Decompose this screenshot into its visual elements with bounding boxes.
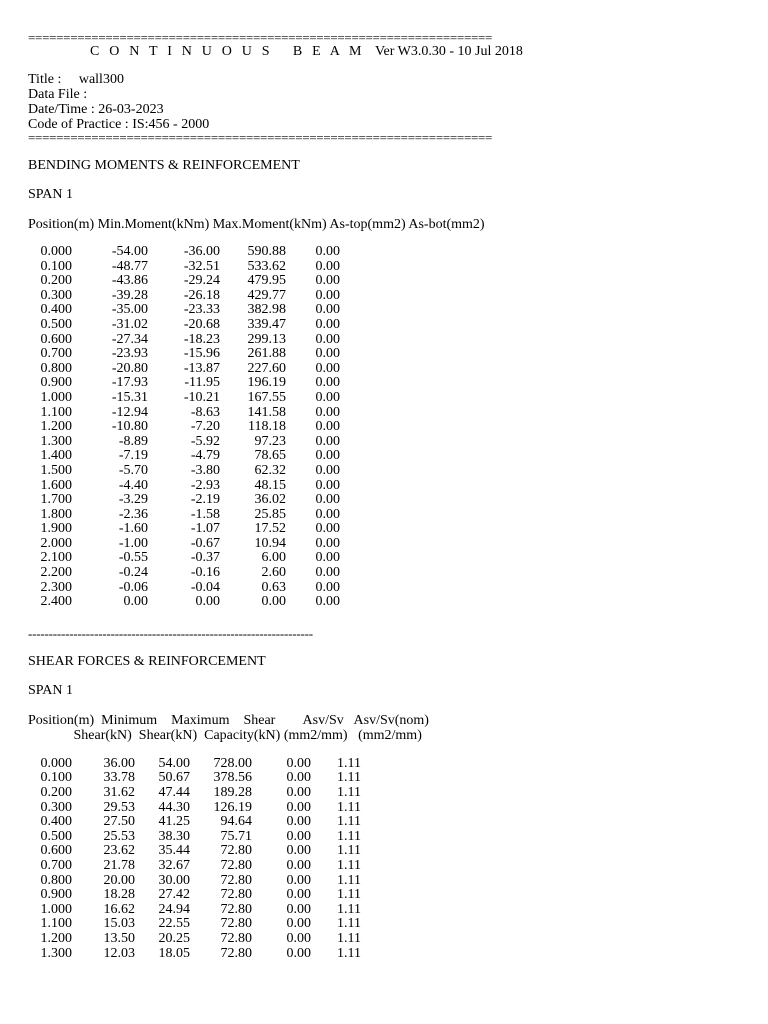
table-cell: -13.87 bbox=[183, 360, 220, 376]
table-cell: 72.80 bbox=[220, 930, 252, 946]
col-position: Position(m) bbox=[28, 217, 95, 232]
table-row bbox=[28, 917, 361, 932]
table-cell: 1.11 bbox=[337, 799, 361, 815]
table-cell: 0.300 bbox=[40, 287, 72, 303]
table-cell: 1.500 bbox=[40, 462, 72, 478]
table-cell: -0.06 bbox=[118, 579, 148, 595]
col-as-top: As-top(mm2) bbox=[329, 217, 406, 232]
table-cell: 0.800 bbox=[40, 360, 72, 376]
table-row bbox=[28, 581, 340, 596]
table-cell: 590.88 bbox=[247, 244, 286, 259]
table-cell: 0.00 bbox=[315, 258, 340, 274]
table-cell: 97.23 bbox=[254, 433, 286, 449]
table-cell: 0.400 bbox=[40, 302, 72, 318]
table-cell: 0.00 bbox=[315, 565, 340, 581]
table-row bbox=[28, 595, 340, 610]
table-cell: 0.400 bbox=[40, 814, 72, 830]
table-cell: 2.300 bbox=[40, 579, 72, 595]
table-cell: 0.00 bbox=[315, 346, 340, 362]
table-cell: 2.400 bbox=[40, 594, 72, 610]
table-cell: 2.200 bbox=[40, 565, 72, 581]
table-cell: 0.600 bbox=[40, 843, 72, 859]
table-row bbox=[28, 435, 340, 450]
table-cell: 1.11 bbox=[337, 916, 361, 932]
table-cell: 23.62 bbox=[103, 843, 135, 859]
title-row bbox=[28, 72, 648, 87]
table-cell: -7.20 bbox=[190, 419, 220, 435]
table-cell: 196.19 bbox=[247, 375, 286, 391]
table-cell: 32.67 bbox=[158, 858, 190, 873]
table-cell: 1.11 bbox=[337, 872, 361, 888]
table-row bbox=[28, 815, 361, 830]
code-row bbox=[28, 117, 648, 132]
table-cell: -2.36 bbox=[118, 506, 148, 522]
bottom-rule: ================================================================== bbox=[28, 132, 493, 144]
table-cell: -15.31 bbox=[111, 389, 148, 405]
table-cell: -0.24 bbox=[118, 565, 148, 581]
table-cell: -17.93 bbox=[111, 375, 148, 391]
table-cell: 118.18 bbox=[248, 419, 286, 435]
table-cell: 1.800 bbox=[40, 506, 72, 522]
table-row bbox=[28, 903, 361, 918]
table-cell: 0.00 bbox=[315, 375, 340, 391]
table-cell: 35.44 bbox=[158, 843, 190, 859]
table-cell: 72.80 bbox=[220, 887, 252, 903]
table-cell: 0.800 bbox=[40, 872, 72, 888]
table-cell: 1.000 bbox=[40, 901, 72, 917]
table-cell: 2.100 bbox=[40, 550, 72, 566]
table-row bbox=[28, 245, 340, 260]
table-cell: 1.400 bbox=[40, 448, 72, 464]
table-cell: -11.95 bbox=[184, 375, 220, 391]
table-cell: -27.34 bbox=[111, 331, 148, 347]
table-cell: 0.00 bbox=[123, 594, 148, 610]
table-cell: 1.11 bbox=[337, 887, 361, 903]
table-cell: 1.11 bbox=[337, 901, 361, 917]
table-cell: -0.37 bbox=[190, 550, 220, 566]
datetime-value: 26-03-2023 bbox=[98, 102, 164, 117]
table-cell: 0.00 bbox=[286, 755, 311, 771]
table-row bbox=[28, 362, 340, 377]
table-row bbox=[28, 508, 340, 523]
table-cell: 141.58 bbox=[247, 404, 286, 420]
datafile-row bbox=[28, 87, 648, 102]
table-cell: 0.00 bbox=[315, 360, 340, 376]
table-cell: 94.64 bbox=[220, 814, 252, 830]
table-cell: 0.00 bbox=[286, 887, 311, 903]
table-row bbox=[28, 347, 340, 362]
table-row bbox=[28, 376, 340, 391]
table-row bbox=[28, 859, 361, 874]
table-cell: -10.80 bbox=[111, 419, 148, 435]
table-cell: 20.25 bbox=[158, 930, 190, 946]
table-cell: 0.300 bbox=[40, 799, 72, 815]
table-cell: -4.40 bbox=[118, 477, 148, 493]
table-cell: 0.900 bbox=[40, 887, 72, 903]
table-cell: -2.93 bbox=[190, 477, 220, 493]
table-cell: -15.96 bbox=[183, 346, 220, 362]
table-cell: 0.200 bbox=[40, 785, 72, 801]
table-row bbox=[28, 566, 340, 581]
table-row bbox=[28, 449, 340, 464]
bending-column-headers bbox=[28, 217, 648, 232]
table-row bbox=[28, 771, 361, 786]
code-label: Code of Practice : bbox=[28, 117, 129, 132]
table-row bbox=[28, 947, 361, 962]
table-cell: 0.00 bbox=[315, 389, 340, 405]
table-cell: -35.00 bbox=[111, 302, 148, 318]
bending-heading: BENDING MOMENTS & REINFORCEMENT bbox=[28, 158, 300, 173]
table-cell: 2.000 bbox=[40, 535, 72, 551]
table-cell: 1.900 bbox=[40, 521, 72, 537]
table-cell: 10.94 bbox=[254, 535, 286, 551]
table-cell: 0.63 bbox=[261, 579, 286, 595]
table-row bbox=[28, 274, 340, 289]
table-cell: 728.00 bbox=[213, 755, 252, 771]
table-cell: -1.07 bbox=[190, 521, 220, 537]
table-cell: 27.50 bbox=[103, 814, 135, 830]
report-meta bbox=[28, 72, 648, 132]
table-cell: 0.200 bbox=[40, 273, 72, 289]
table-cell: -18.23 bbox=[183, 331, 220, 347]
table-cell: 1.200 bbox=[40, 930, 72, 946]
table-cell: 1.600 bbox=[40, 477, 72, 493]
table-cell: 0.00 bbox=[315, 579, 340, 595]
table-row bbox=[28, 289, 340, 304]
table-cell: 17.52 bbox=[254, 521, 286, 537]
table-cell: 1.11 bbox=[337, 770, 361, 786]
table-row bbox=[28, 888, 361, 903]
table-cell: 0.00 bbox=[286, 770, 311, 786]
table-cell: -5.70 bbox=[118, 462, 148, 478]
table-row bbox=[28, 537, 340, 552]
title-value: wall300 bbox=[78, 72, 124, 87]
table-cell: 0.00 bbox=[286, 799, 311, 815]
table-cell: 0.00 bbox=[315, 462, 340, 478]
table-cell: 24.94 bbox=[158, 901, 190, 917]
table-cell: 227.60 bbox=[247, 360, 286, 376]
code-value: IS:456 - 2000 bbox=[132, 117, 210, 132]
table-cell: 0.00 bbox=[315, 594, 340, 610]
table-cell: 0.00 bbox=[315, 287, 340, 303]
table-cell: -1.58 bbox=[190, 506, 220, 522]
table-row bbox=[28, 522, 340, 537]
table-cell: 0.00 bbox=[286, 858, 311, 873]
table-row bbox=[28, 844, 361, 859]
datetime-row bbox=[28, 102, 648, 117]
table-cell: 0.00 bbox=[315, 316, 340, 332]
table-row bbox=[28, 406, 340, 421]
table-cell: 0.00 bbox=[315, 477, 340, 493]
table-cell: 1.11 bbox=[337, 785, 361, 801]
title-label: Title : bbox=[28, 72, 62, 87]
table-cell: 18.05 bbox=[158, 945, 190, 961]
program-name: C O N T I N U O U S B E A M bbox=[90, 44, 365, 59]
table-cell: 0.00 bbox=[286, 901, 311, 917]
table-cell: 189.28 bbox=[213, 785, 252, 801]
table-cell: 1.100 bbox=[40, 404, 72, 420]
table-cell: 72.80 bbox=[220, 843, 252, 859]
table-cell: 33.78 bbox=[103, 770, 135, 786]
table-cell: 1.11 bbox=[337, 930, 361, 946]
table-cell: 0.100 bbox=[40, 258, 72, 274]
table-cell: 1.000 bbox=[40, 389, 72, 405]
table-cell: 72.80 bbox=[220, 901, 252, 917]
table-cell: 0.00 bbox=[315, 448, 340, 464]
table-cell: 2.60 bbox=[261, 565, 286, 581]
table-cell: 6.00 bbox=[261, 550, 286, 566]
table-cell: -39.28 bbox=[111, 287, 148, 303]
table-cell: 0.700 bbox=[40, 346, 72, 362]
table-cell: 0.00 bbox=[315, 273, 340, 289]
table-cell: 0.00 bbox=[315, 419, 340, 435]
table-row bbox=[28, 420, 340, 435]
table-cell: 44.30 bbox=[158, 799, 190, 815]
table-cell: 126.19 bbox=[213, 799, 252, 815]
table-cell: 16.62 bbox=[103, 901, 135, 917]
table-cell: -0.16 bbox=[190, 565, 220, 581]
table-cell: 36.02 bbox=[254, 492, 286, 508]
table-cell: 0.00 bbox=[286, 785, 311, 801]
table-cell: 378.56 bbox=[213, 770, 252, 786]
table-cell: -31.02 bbox=[111, 316, 148, 332]
table-cell: 41.25 bbox=[158, 814, 190, 830]
table-cell: 62.32 bbox=[254, 462, 286, 478]
table-cell: 72.80 bbox=[220, 858, 252, 873]
table-cell: -20.68 bbox=[183, 316, 220, 332]
table-cell: -23.33 bbox=[183, 302, 220, 318]
table-cell: 22.55 bbox=[158, 916, 190, 932]
table-cell: 0.00 bbox=[286, 930, 311, 946]
table-row bbox=[28, 786, 361, 801]
table-cell: 75.71 bbox=[220, 828, 252, 844]
table-cell: -54.00 bbox=[111, 244, 148, 259]
table-row bbox=[28, 303, 340, 318]
bending-table bbox=[28, 245, 340, 610]
table-cell: -0.67 bbox=[190, 535, 220, 551]
table-cell: 72.80 bbox=[220, 872, 252, 888]
table-cell: 18.28 bbox=[103, 887, 135, 903]
table-cell: 533.62 bbox=[247, 258, 286, 274]
table-cell: -0.04 bbox=[190, 579, 220, 595]
table-cell: 1.11 bbox=[337, 843, 361, 859]
table-cell: 27.42 bbox=[158, 887, 190, 903]
table-cell: 54.00 bbox=[158, 755, 190, 771]
table-cell: 20.00 bbox=[103, 872, 135, 888]
shear-span: SPAN 1 bbox=[28, 682, 74, 698]
table-cell: 1.300 bbox=[40, 433, 72, 449]
table-cell: 25.53 bbox=[103, 828, 135, 844]
table-cell: 47.44 bbox=[158, 785, 190, 801]
table-row bbox=[28, 874, 361, 889]
table-cell: -12.94 bbox=[111, 404, 148, 420]
table-cell: 0.00 bbox=[315, 404, 340, 420]
table-cell: 0.900 bbox=[40, 375, 72, 391]
table-cell: 1.11 bbox=[337, 755, 361, 771]
table-cell: -8.63 bbox=[190, 404, 220, 420]
table-cell: 0.00 bbox=[315, 492, 340, 508]
table-cell: 167.55 bbox=[247, 389, 286, 405]
table-cell: 1.200 bbox=[40, 419, 72, 435]
table-cell: 25.85 bbox=[254, 506, 286, 522]
table-cell: 0.00 bbox=[315, 433, 340, 449]
table-cell: 0.600 bbox=[40, 331, 72, 347]
shear-header-line1: Position(m) Minimum Maximum Shear Asv/Sv Asv/Sv(nom) bbox=[28, 712, 429, 728]
table-cell: 0.000 bbox=[40, 755, 72, 771]
table-cell: 0.100 bbox=[40, 770, 72, 786]
table-cell: 1.11 bbox=[337, 945, 361, 961]
shear-header-line2: Shear(kN) Shear(kN) Capacity(kN) (mm2/mm) (mm2/mm) bbox=[28, 727, 422, 743]
col-as-bot: As-bot(mm2) bbox=[408, 217, 485, 232]
col-max-moment: Max.Moment(kNm) bbox=[212, 217, 327, 232]
table-cell: -2.19 bbox=[190, 492, 220, 508]
datafile-label: Data File : bbox=[28, 87, 88, 102]
table-cell: 12.03 bbox=[103, 945, 135, 961]
table-cell: -32.51 bbox=[183, 258, 220, 274]
table-cell: 0.00 bbox=[315, 302, 340, 318]
table-cell: 261.88 bbox=[247, 346, 286, 362]
table-cell: 1.100 bbox=[40, 916, 72, 932]
table-cell: 48.15 bbox=[254, 477, 286, 493]
table-cell: -3.80 bbox=[190, 462, 220, 478]
report-page bbox=[28, 32, 648, 961]
table-cell: 0.00 bbox=[286, 814, 311, 830]
table-cell: 1.700 bbox=[40, 492, 72, 508]
table-cell: 0.00 bbox=[315, 331, 340, 347]
table-cell: -5.92 bbox=[190, 433, 220, 449]
table-cell: -1.60 bbox=[118, 521, 148, 537]
table-cell: 0.00 bbox=[261, 594, 286, 610]
shear-heading: SHEAR FORCES & REINFORCEMENT bbox=[28, 653, 266, 669]
table-cell: 0.00 bbox=[315, 521, 340, 537]
table-row bbox=[28, 260, 340, 275]
table-cell: 0.500 bbox=[40, 316, 72, 332]
table-row bbox=[28, 551, 340, 566]
table-row bbox=[28, 391, 340, 406]
section-separator: --------------------------------------------------------------------- bbox=[28, 627, 313, 640]
table-cell: 1.300 bbox=[40, 945, 72, 961]
table-cell: 1.11 bbox=[337, 814, 361, 830]
table-cell: -23.93 bbox=[111, 346, 148, 362]
table-row bbox=[28, 479, 340, 494]
table-cell: 0.00 bbox=[286, 872, 311, 888]
table-cell: 0.00 bbox=[315, 535, 340, 551]
table-cell: 13.50 bbox=[103, 930, 135, 946]
shear-table bbox=[28, 757, 361, 961]
table-row bbox=[28, 932, 361, 947]
table-cell: -26.18 bbox=[183, 287, 220, 303]
table-cell: 15.03 bbox=[103, 916, 135, 932]
table-cell: -20.80 bbox=[111, 360, 148, 376]
table-cell: 0.00 bbox=[315, 550, 340, 566]
table-cell: -36.00 bbox=[183, 244, 220, 259]
table-cell: 36.00 bbox=[103, 755, 135, 771]
table-cell: -29.24 bbox=[183, 273, 220, 289]
table-cell: 0.00 bbox=[315, 506, 340, 522]
table-cell: 0.00 bbox=[286, 945, 311, 961]
table-cell: 72.80 bbox=[220, 945, 252, 961]
table-cell: -7.19 bbox=[118, 448, 148, 464]
table-cell: -3.29 bbox=[118, 492, 148, 508]
table-cell: 0.00 bbox=[195, 594, 220, 610]
table-cell: -0.55 bbox=[118, 550, 148, 566]
table-row bbox=[28, 801, 361, 816]
col-min-moment: Min.Moment(kNm) bbox=[97, 217, 210, 232]
table-row bbox=[28, 318, 340, 333]
table-cell: -1.00 bbox=[118, 535, 148, 551]
table-cell: 339.47 bbox=[247, 316, 286, 332]
table-cell: 429.77 bbox=[247, 287, 286, 303]
table-cell: 0.00 bbox=[286, 828, 311, 844]
table-cell: 0.00 bbox=[286, 916, 311, 932]
table-cell: 38.30 bbox=[158, 828, 190, 844]
table-cell: 29.53 bbox=[103, 799, 135, 815]
table-cell: 72.80 bbox=[220, 916, 252, 932]
table-cell: 21.78 bbox=[103, 858, 135, 873]
table-cell: -43.86 bbox=[111, 273, 148, 289]
table-cell: 0.500 bbox=[40, 828, 72, 844]
table-cell: 0.00 bbox=[315, 244, 340, 259]
table-row bbox=[28, 757, 361, 772]
table-row bbox=[28, 464, 340, 479]
table-row bbox=[28, 333, 340, 348]
table-cell: 30.00 bbox=[158, 872, 190, 888]
table-cell: 0.00 bbox=[286, 843, 311, 859]
table-cell: -10.21 bbox=[183, 389, 220, 405]
table-cell: 1.11 bbox=[337, 828, 361, 844]
top-rule: ================================================================== bbox=[28, 32, 493, 44]
table-cell: 0.000 bbox=[40, 244, 72, 259]
table-row bbox=[28, 493, 340, 508]
table-cell: 31.62 bbox=[103, 785, 135, 801]
table-cell: 479.95 bbox=[247, 273, 286, 289]
table-cell: 299.13 bbox=[247, 331, 286, 347]
bending-span: SPAN 1 bbox=[28, 187, 74, 202]
table-cell: 0.700 bbox=[40, 858, 72, 873]
program-title bbox=[90, 44, 648, 60]
table-cell: -48.77 bbox=[111, 258, 148, 274]
table-cell: -8.89 bbox=[118, 433, 148, 449]
table-cell: -4.79 bbox=[190, 448, 220, 464]
program-version: Ver W3.0.30 - 10 Jul 2018 bbox=[374, 44, 523, 59]
table-cell: 1.11 bbox=[337, 858, 361, 873]
table-row bbox=[28, 830, 361, 845]
table-cell: 78.65 bbox=[254, 448, 286, 464]
datetime-label: Date/Time : bbox=[28, 102, 95, 117]
table-cell: 50.67 bbox=[158, 770, 190, 786]
table-cell: 382.98 bbox=[247, 302, 286, 318]
